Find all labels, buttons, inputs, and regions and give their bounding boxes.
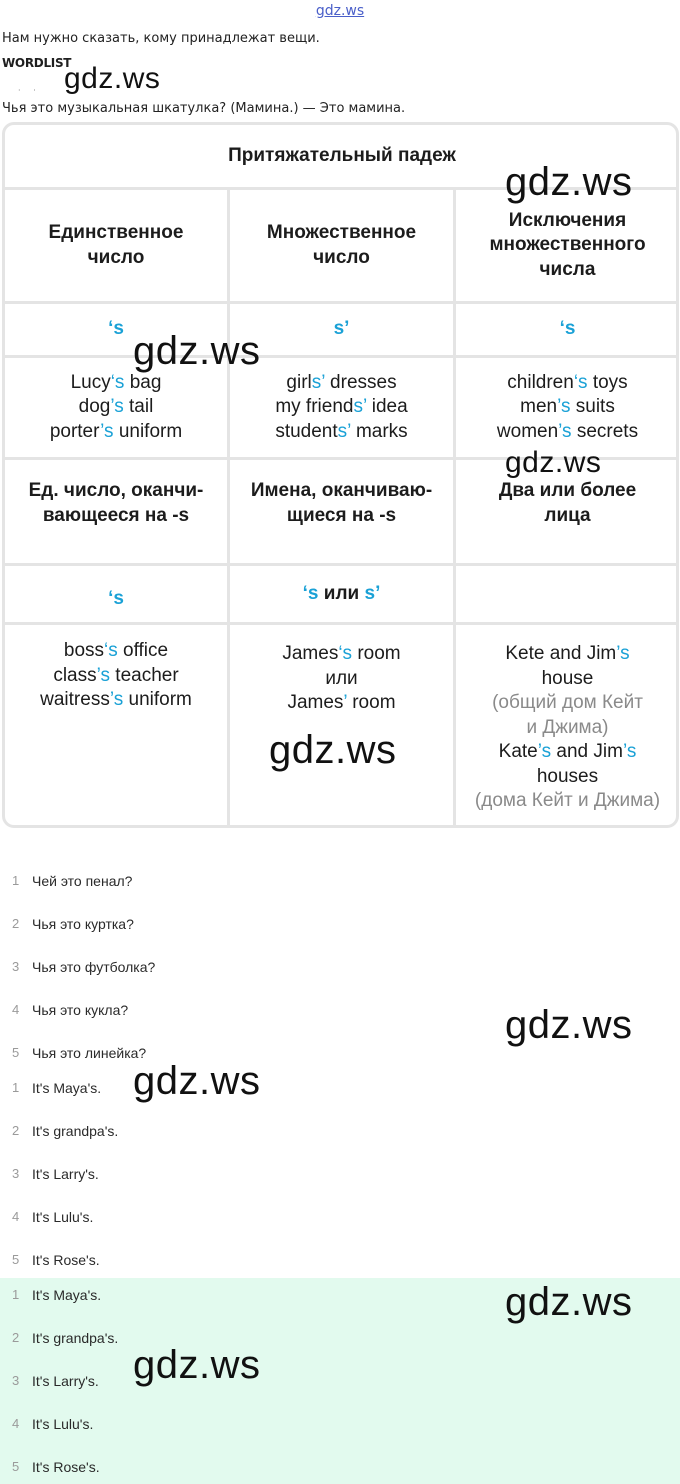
list-item bbox=[0, 1416, 680, 1459]
list-item bbox=[0, 1166, 680, 1209]
example-line: students’ marks bbox=[275, 420, 408, 442]
item-number: 3 bbox=[12, 1373, 20, 1388]
ending-plural: s’ bbox=[333, 318, 350, 340]
list-item bbox=[0, 959, 680, 1002]
question-text: Чья это футболка? bbox=[32, 959, 156, 975]
list-item bbox=[0, 1209, 680, 1252]
example-line: waitress’s uniform bbox=[40, 689, 192, 710]
answer-text: It's Rose's. bbox=[32, 1459, 100, 1475]
item-number: 5 bbox=[12, 1045, 20, 1060]
example-line: boss‘s office bbox=[63, 640, 169, 661]
watermark: gdz.ws bbox=[505, 1003, 633, 1047]
question-text: Чья это линейка? bbox=[32, 1045, 147, 1061]
item-number: 2 bbox=[12, 1123, 20, 1138]
watermark: gdz.ws bbox=[133, 329, 261, 373]
header-plural-exceptions: Исключения множественного числа bbox=[489, 209, 646, 280]
item-number: 1 bbox=[12, 1080, 20, 1095]
list-item bbox=[0, 1330, 680, 1373]
list-item bbox=[0, 1123, 680, 1166]
examples-exceptions bbox=[456, 358, 679, 457]
item-number: 4 bbox=[12, 1416, 20, 1431]
item-number: 5 bbox=[12, 1459, 20, 1474]
answer-text: It's Lulu's. bbox=[32, 1416, 94, 1432]
item-number: 2 bbox=[12, 916, 20, 931]
example-line: my friends’ idea bbox=[275, 396, 408, 418]
question-text: Чья это куртка? bbox=[32, 916, 134, 932]
question-list bbox=[0, 873, 680, 1088]
example-line: children‘s toys bbox=[507, 371, 628, 393]
list-item bbox=[0, 1459, 680, 1484]
list-item bbox=[0, 873, 680, 916]
translation-note: и Джима) bbox=[526, 716, 609, 738]
table-title: Притяжательный падеж bbox=[228, 144, 456, 166]
item-number: 1 bbox=[12, 873, 20, 888]
example-line: men’s suits bbox=[520, 396, 615, 418]
example-line: women’s secrets bbox=[496, 420, 639, 442]
item-number: 4 bbox=[12, 1209, 20, 1224]
answer-list bbox=[0, 1080, 680, 1295]
ending-empty-cell bbox=[456, 566, 679, 622]
decor-dots: · · bbox=[18, 86, 36, 95]
list-item bbox=[0, 1080, 680, 1123]
example-line: class’s teacher bbox=[53, 664, 179, 686]
watermark: gdz.ws bbox=[133, 1343, 261, 1387]
ending-singular: ‘s bbox=[108, 318, 124, 340]
answer-text: It's grandpa's. bbox=[32, 1330, 119, 1346]
example-text: Чья это музыкальная шкатулка? (Мамина.) — Это мамина. bbox=[2, 101, 406, 116]
example-line: или bbox=[325, 667, 358, 689]
list-item bbox=[0, 1373, 680, 1416]
example-line: house bbox=[541, 667, 594, 689]
translation-note: (дома Кейт и Джима) bbox=[474, 790, 661, 811]
list-item bbox=[0, 916, 680, 959]
answer-text: It's Maya's. bbox=[32, 1080, 102, 1096]
ending-singular-s: ‘s bbox=[108, 587, 124, 609]
question-text: Чья это кукла? bbox=[32, 1002, 129, 1018]
example-line: Kete and Jim’s bbox=[505, 643, 630, 664]
watermark: gdz.ws bbox=[64, 62, 161, 95]
header-names-ending-s: Имена, оканчиваю- щиеся на -s bbox=[250, 480, 433, 526]
item-number: 3 bbox=[12, 959, 20, 974]
answer-text: It's Rose's. bbox=[32, 1252, 100, 1268]
watermark: gdz.ws bbox=[269, 728, 397, 772]
question-text: Чей это пенал? bbox=[32, 873, 133, 889]
answer-text: It's Lulu's. bbox=[32, 1209, 94, 1225]
wordlist-heading[interactable]: WORDLIST bbox=[2, 56, 72, 70]
item-number: 5 bbox=[12, 1252, 20, 1267]
item-number: 2 bbox=[12, 1330, 20, 1345]
header-singular-ending-s: Ед. число, оканчи- вающееся на -s bbox=[28, 480, 204, 526]
example-line: Kate’s and Jim’s bbox=[498, 741, 637, 762]
answer-text: It's grandpa's. bbox=[32, 1123, 119, 1139]
example-line: James‘s room bbox=[282, 643, 401, 664]
item-number: 1 bbox=[12, 1287, 20, 1302]
answer-text: It's Maya's. bbox=[32, 1287, 102, 1303]
header-singular: Единственное число bbox=[48, 222, 184, 268]
watermark: gdz.ws bbox=[505, 446, 602, 479]
translation-note: (общий дом Кейт bbox=[492, 692, 643, 713]
example-line: Lucy‘s bag bbox=[70, 371, 162, 393]
watermark: gdz.ws bbox=[505, 160, 633, 204]
answer-text: It's Larry's. bbox=[32, 1166, 99, 1182]
item-number: 4 bbox=[12, 1002, 20, 1017]
watermark: gdz.ws bbox=[505, 1280, 633, 1324]
ending-names-s: ‘s или s’ bbox=[302, 583, 381, 604]
example-line: James’ room bbox=[287, 692, 396, 713]
header-plural: Множественное число bbox=[266, 222, 417, 268]
header-two-or-more-persons: Два или более лица bbox=[498, 480, 637, 526]
examples-names-s bbox=[230, 625, 453, 828]
item-number: 3 bbox=[12, 1166, 20, 1181]
example-line: houses bbox=[536, 765, 599, 787]
ending-exceptions: ‘s bbox=[559, 318, 576, 340]
examples-plural bbox=[230, 358, 453, 457]
watermark: gdz.ws bbox=[133, 1059, 261, 1103]
example-line: dog’s tail bbox=[78, 396, 154, 418]
intro-text: Нам нужно сказать, кому принадлежат вещи. bbox=[2, 31, 320, 46]
examples-two-persons bbox=[456, 625, 679, 828]
example-line: girls’ dresses bbox=[286, 371, 397, 393]
answer-text: It's Larry's. bbox=[32, 1373, 99, 1389]
examples-singular-s bbox=[5, 625, 227, 828]
site-link[interactable]: gdz.ws bbox=[315, 3, 365, 19]
example-line: porter’s uniform bbox=[49, 420, 183, 442]
